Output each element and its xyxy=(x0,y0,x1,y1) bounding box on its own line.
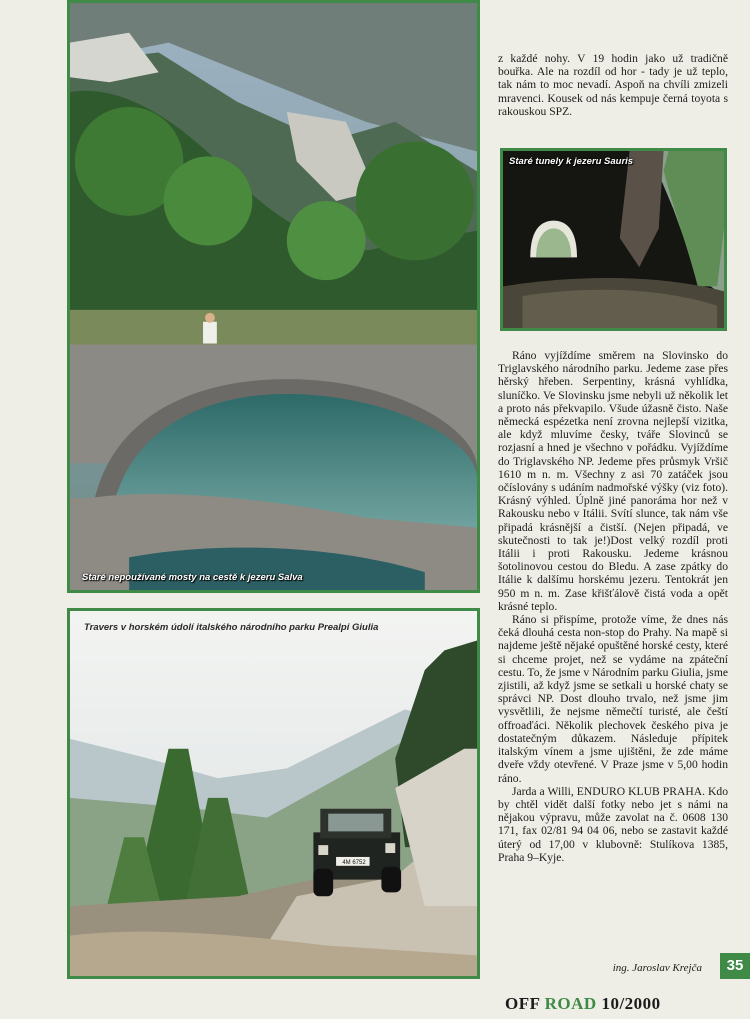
footer-issue: 10/2000 xyxy=(601,994,661,1013)
article-paragraph-1: z každé nohy. V 19 hodin jako už tradičně bouřka. Ale na rozdíl od hor - tady je už teplo, tak nám to moc nevadí. Aspoň na chvíli zmizeli mravenci. Kousek od nás kempuje černá toyota s rakouskou SPZ. xyxy=(498,52,728,118)
article-paragraph-3: Ráno si přispíme, protože víme, že dnes nás čeká dlouhá cesta non-stop do Prahy. Na mapě si najdeme ještě nějaké opuštěné horské cesty, které si chceme projet, než se vydáme na zpáteční cestu. To, že jsme v Národním parku Giulia, jsme zjistili, až když jsme se setkali u horské chaty se správci NP. Dost dlouho trvalo, než jsme jim vysvětlili, že nejsme němečtí turisté, ale čeští offroaďáci. Několik plechovek českého piva je dostatečným důkazem. Následuje přípitek italským vínem a jsme ujištěni, že zde máme dveře vždy otevřené. V Praze jsme v 5,00 hodin ráno. xyxy=(498,613,728,785)
article-main xyxy=(498,349,728,864)
photo-valley xyxy=(67,608,480,979)
bridge-caption: Staré nepoužívané mosty na cestě k jezeru Salva xyxy=(82,572,303,583)
bridge-illustration xyxy=(70,3,477,590)
footer-road: ROAD xyxy=(544,994,597,1013)
tunnel-illustration xyxy=(503,151,724,328)
tunnel-caption: Staré tunely k jezeru Sauris xyxy=(509,156,634,167)
article-paragraph-2: Ráno vyjíždíme směrem na Slovinsko do Triglavského národního parku. Jedeme zase přes hěrský hřeben. Serpentiny, krásná vyhlídka, sluníčko. Ve Slovinsku jsme nebyli už několik let a proto nás překvapilo. Všude úžasně čisto. Naše německá espézetka není zrovna nejlepší vizitka, ale když mluvíme česky, tváře Slovinců se rozjasní a hned je všechno v pořádku. Vyjíždíme do Triglavského NP. Jedeme přes průsmyk Vršič 1610 m n. m. Všechny z asi 70 zatáček jsou očíslovány s udáním nadmořské výšky (viz foto). Krásný výhled. Úplně jiné panoráma hor než v Rakousku nebo v Itálii. Svítí slunce, tak nám vše připadá krásnější a čistší. (Nejen připadá, ve skutečnosti to tak je!)Dost velký rozdíl proti Itálii i proti Rakousku. Jedeme krásnou šotolinovou cestou do Bledu. A zase zpátky do Itálie k dalšímu horskému jezeru. Tentokrát jen 950 m n. m. Zase křišťálově čistá voda a opět krásné teplo. xyxy=(498,349,728,613)
magazine-footer xyxy=(505,994,661,1014)
license-plate: 4M 6752 xyxy=(342,860,366,866)
author-signature: ing. Jaroslav Krejča xyxy=(612,962,702,974)
valley-illustration xyxy=(70,611,477,976)
page-number: 35 xyxy=(720,953,750,979)
article-paragraph-4: Jarda a Willi, ENDURO KLUB PRAHA. Kdo by chtěl vidět další fotky nebo jet s námi na nějakou výpravu, může zavolat na č. 0608 130 171, fax 02/81 94 04 06, nebo se zastavit každé úterý od 17,00 v klubovně: Stulíkova 1385, Praha 9–Kyje. xyxy=(498,784,728,864)
article-top xyxy=(498,52,728,118)
valley-caption: Travers v horském údolí italského národního parku Prealpi Giulia xyxy=(84,622,379,633)
photo-bridge xyxy=(67,0,480,593)
footer-off: OFF xyxy=(505,994,540,1013)
photo-tunnel xyxy=(500,148,727,331)
